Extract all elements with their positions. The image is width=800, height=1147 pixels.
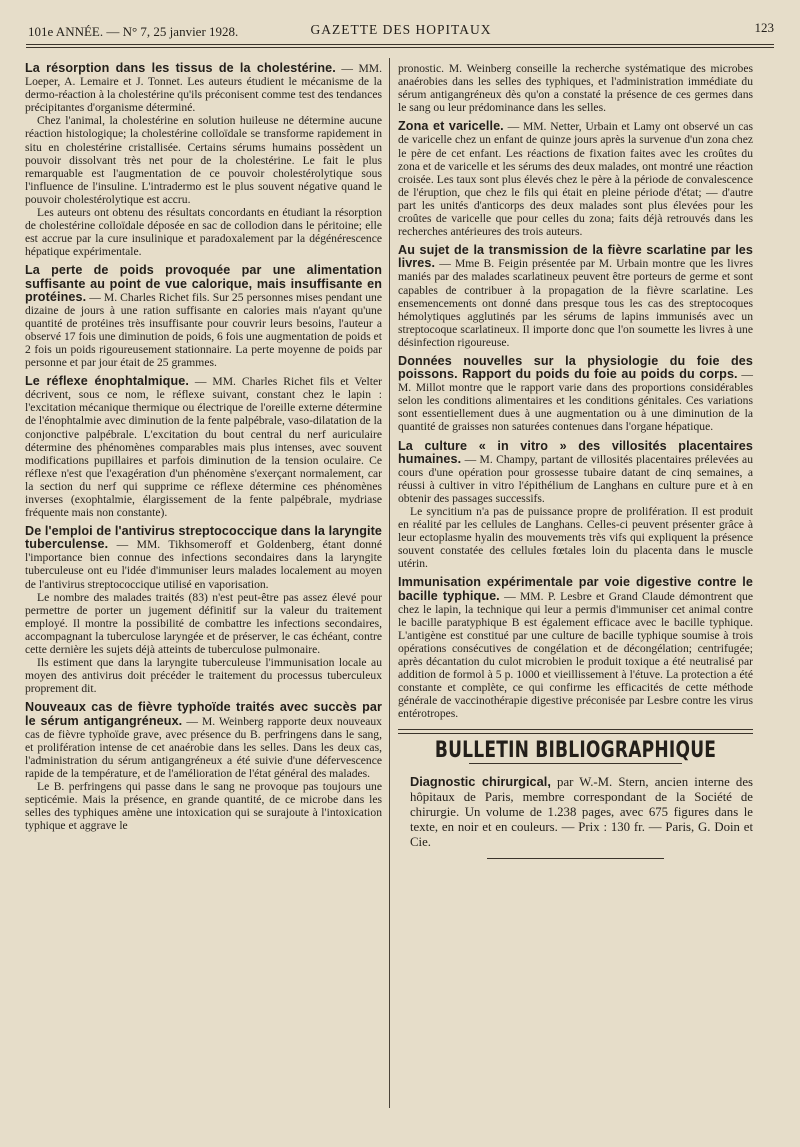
- article-section: [25, 701, 382, 832]
- article-heading: La résorption dans les tissus de la cholestérine.: [25, 61, 336, 75]
- right-column-sections: [398, 62, 753, 721]
- page-header: [28, 20, 774, 40]
- article-heading: De l'emploi de l'antivirus streptococcique dans la laryngite tuberculense.: [25, 524, 383, 552]
- article-text: — M. Champy, partant de villosités placentaires prélevées au cours d'une opération pour grossesse tubaire datant de cinq semaines, a réussi à cultiver in vitro l'épithélium de Langhans en culture pure et à en obtenir des passages successifs.: [398, 452, 753, 505]
- article-heading: Au sujet de la transmission de la fièvre scarlatine par les livres.: [398, 243, 753, 271]
- article-paragraph: [398, 355, 753, 434]
- article-heading: Données nouvelles sur la physiologie du foie des poissons. Rapport du poids du foie au poids du corps.: [398, 353, 753, 382]
- bulletin-title: BULLETIN BIBLIOGRAPHIQUE: [434, 736, 717, 763]
- bibliography-entry-text: par W.-M. Stern, ancien interne des hôpitaux de Paris, membre correspondant de la Société de chirurgie. Un volume de 1.238 pages, avec 675 figures dans le texte, en noir et en couleurs. — Prix : 130 fr. — Paris, G. Doin et Cie.: [410, 774, 753, 849]
- article-paragraph: Chez l'animal, la cholestérine en solution huileuse ne détermine aucune réaction histologique; la cholestérine colloïdale se transforme rapidement in situ en cholestérine cristallisée. Certains sérums humains possèdent un pouvoir dissolvant très net pour de la cholestérine. Le fait le plus remarquable est l'augmentation de ce pouvoir cholestérolytique sous l'influence de l'insuline. L'intradermo est le plus souvent négative quand le pouvoir cholestérolytique est accru.: [25, 114, 382, 206]
- article-text: — Mme B. Feigin présentée par M. Urbain montre que les livres maniés par des malades scarlatineux peuvent être porteurs de germe et sont capables de contribuer à la propagation de la fièvre scarlatine. Les ensemencements ont donné dans presque tous les cas des streptocoques hémolytiques agglutinés par les sérums de lapins immunisés avec un streptocoque scarlatineux. Il importe donc que l'on soumette les livres à une désinfection rigoureuse.: [398, 257, 753, 349]
- article-section: [25, 62, 382, 258]
- article-paragraph: pronostic. M. Weinberg conseille la recherche systématique des microbes anaérobies dans les selles des typhiques, et l'administration immédiate du sérum antigangréneux dès qu'on a constaté la présence de ces germes dans le sang ou leur prédominance dans les selles.: [398, 62, 753, 115]
- header-rule-top: [26, 44, 774, 45]
- bulletin-separator: [398, 729, 753, 734]
- article-section: [25, 525, 382, 695]
- article-text: — MM. Tikhsomeroff et Goldenberg, étant donné l'importance bien connue des infections secondaires dans la laryngite tuberculeuse ont eu l'idée d'immuniser leurs malades localement au moyen de l'antivirus streptococcique utilisé en vaporisation.: [25, 538, 382, 591]
- bibliography-entry: [398, 774, 753, 850]
- article-paragraph: Les auteurs ont obtenu des résultats concordants en étudiant la résorption de cholestérine colloïdale déposée en sac de collodion dans le péritoine; elle est accrue par la cure insulinique et paradoxalement par la dégénérescence hépatique expérimentale.: [25, 206, 382, 259]
- article-text: — M. Weinberg rapporte deux nouveaux cas de fièvre typhoïde grave, avec présence du B. perfringens dans le sang, et prolifération intense de cet anaérobie dans les selles. Dans les deux cas, l'administration du sérum antigangréneux a été suivie d'une défervescence rapide de la température, et de l'amélioration de l'état général des malades.: [25, 714, 382, 780]
- article-text: — MM. P. Lesbre et Grand Claude démontrent que chez le lapin, la technique qui leur a permis d'immuniser cet animal contre le bacille paratyphique B est également efficace avec le bacille typhique. L'antigène est constitué par une culture de bacille typhique soumise à trois opérations consécutives de congélation et de décongélation; centrifugée; après décantation du culot microbien le produit toxique a été neutralisé par addition de formol à 5 p. 1000 et vieillissement à l'étuve. La protection a été constante et complète, ce qui confirme les efficacités de cette méthode générale de vaccinothérapie digestive préconisée par Lesbre contre les virus entérotropes.: [398, 589, 753, 721]
- article-section: [25, 375, 382, 519]
- article-paragraph: Le syncitium n'a pas de puissance propre de prolifération. Il est produit en réalité par les cellules de Langhans. Celles-ci peuvent présenter grâce à leur ectoplasme hyalin des mouvements très vifs qui expliquent la présence souvent constatée des cellules fœtales loin du placenta dans le muscle utérin.: [398, 505, 753, 571]
- right-column: [398, 62, 753, 859]
- page-number: 123: [754, 20, 774, 35]
- article-section: [398, 576, 753, 720]
- article-text: — MM. Loeper, A. Lemaire et J. Tonnet. Les auteurs étudient le mécanisme de la dermo-réaction à la cholestérine qu'ils préconisent comme test des tendances précipitantes d'organisme déterminé.: [25, 62, 382, 115]
- article-text: — MM. Netter, Urbain et Lamy ont observé un cas de varicelle chez un enfant de quinze jours après la survenue d'un zona chez le père de cet enfant. Les réactions de fixation faites avec les croûtes du zona et de varicelle et les sérums des deux malades, ont montré une réaction croisée. Les taux sont plus élevés chez le père à la période de convalescence de l'éruption, que chez le fils qui était en pleine période d'état; — d'autre part les unités d'anticorps des deux malades sont plus élevées pour les croûtes de varicelle que pour celles du zona; faits déjà retrouvés dans les recherches antérieures des trois auteurs.: [398, 120, 754, 239]
- publication-title: GAZETTE DES HOPITAUX: [310, 22, 492, 37]
- article-paragraph: Le nombre des malades traités (83) n'est peut-être pas assez élevé pour permettre de porter un jugement définitif sur la valeur du traitement employé. Il montre la possibilité de combattre les infections secondaires, accompagnant la tuberculose laryngée et de préserver, le cas échéant, contre cette dernière les sujets déjà atteints de tuberculose pulmonaire.: [25, 590, 382, 657]
- article-paragraph: [25, 701, 382, 780]
- article-paragraph: [25, 62, 382, 114]
- article-heading: Immunisation expérimentale par voie digestive contre le bacille typhique.: [398, 575, 753, 603]
- article-paragraph: [398, 244, 753, 349]
- article-text: — M. Charles Richet fils. Sur 25 personnes mises pendant une dizaine de jours à une ration suffisante en calories mais n'ayant qu'une quantité de protéines très insuffisante pour couvrir leurs besoins, l'auteur a observé 17 fois une diminution de poids, 6 fois une augmentation de poids et 2 fois un poids rigoureusement stationnaire. La perte moyenne de poids par personne et par jour était de 25 grammes.: [25, 290, 382, 370]
- article-text: — M. Millot montre que le rapport varie dans des proportions considérables selon les conditions alimentaires et les conditions génitales. Ces variations sont essentiellement dues à une augmentation ou à une diminution de la quantité de graisses non saturées contenues dans l'organe hépatique.: [398, 368, 753, 434]
- bulletin-title-rule: [469, 763, 682, 764]
- article-paragraph: Ils estiment que dans la laryngite tuberculeuse l'immunisation locale au moyen des antivirus doit précéder le traitement du processus tuberculeux proprement dit.: [25, 656, 382, 696]
- article-section: [398, 120, 753, 238]
- end-rule: [487, 858, 665, 859]
- article-paragraph: [398, 576, 753, 720]
- article-paragraph: [25, 525, 382, 590]
- article-section: [398, 62, 753, 114]
- article-heading: Nouveaux cas de fièvre typhoïde traités avec succès par le sérum antigangréneux.: [25, 700, 382, 728]
- article-heading: Le réflexe énophtalmique.: [25, 374, 189, 389]
- article-paragraph: [25, 264, 382, 369]
- article-heading: Zona et varicelle.: [398, 119, 504, 134]
- article-section: [398, 440, 753, 571]
- article-paragraph: [398, 120, 753, 238]
- header-rule-bottom: [26, 47, 774, 48]
- article-heading: La perte de poids provoquée par une alimentation suffisante au point de vue calorique, mais insuffisante en protéines.: [25, 263, 382, 304]
- article-paragraph: Le B. perfringens qui passe dans le sang ne provoque pas toujours une septicémie. Mais la présence, en grande quantité, de ce microbe dans les selles des typhiques amène une intoxication qui se surajoute à l'intoxication typhique et aggrave le: [25, 779, 382, 833]
- article-heading: La culture « in vitro » des villosités placentaires humaines.: [398, 438, 753, 466]
- article-section: [25, 264, 382, 369]
- article-section: [398, 244, 753, 349]
- article-section: [398, 355, 753, 434]
- left-column: [25, 62, 382, 838]
- article-paragraph: [25, 375, 382, 519]
- article-paragraph: [398, 440, 753, 505]
- issue-info: 101e ANNÉE. — N° 7, 25 janvier 1928.: [28, 24, 239, 39]
- article-text: — MM. Charles Richet fils et Velter décrivent, sous ce nom, le réflexe suivant, constant chez le lapin : l'excitation mécanique thermique ou électrique de l'oreille externe détermine de l'énophtalmie avec diminution de la fente palpébrale, vaso-dilatation de la conjonctive palpébrale. L'excitation du bout central du nerf auriculaire détermine des phénomènes comparables mais plus intenses, avec souvent modifications pupillaires et parfois diminution de la tension oculaire. Ce réflexe n'est que l'exagération d'un phénomène s'exerçant normalement, car la section du nerf qui supprime ce réflexe détermine ces phénomènes inverses (exophtalmie, élargissement de la fente palpébrale, mydriase fréquente mais non constante).: [25, 375, 382, 520]
- column-divider: [389, 58, 390, 1108]
- bibliography-entry-title: Diagnostic chirurgical,: [410, 773, 551, 789]
